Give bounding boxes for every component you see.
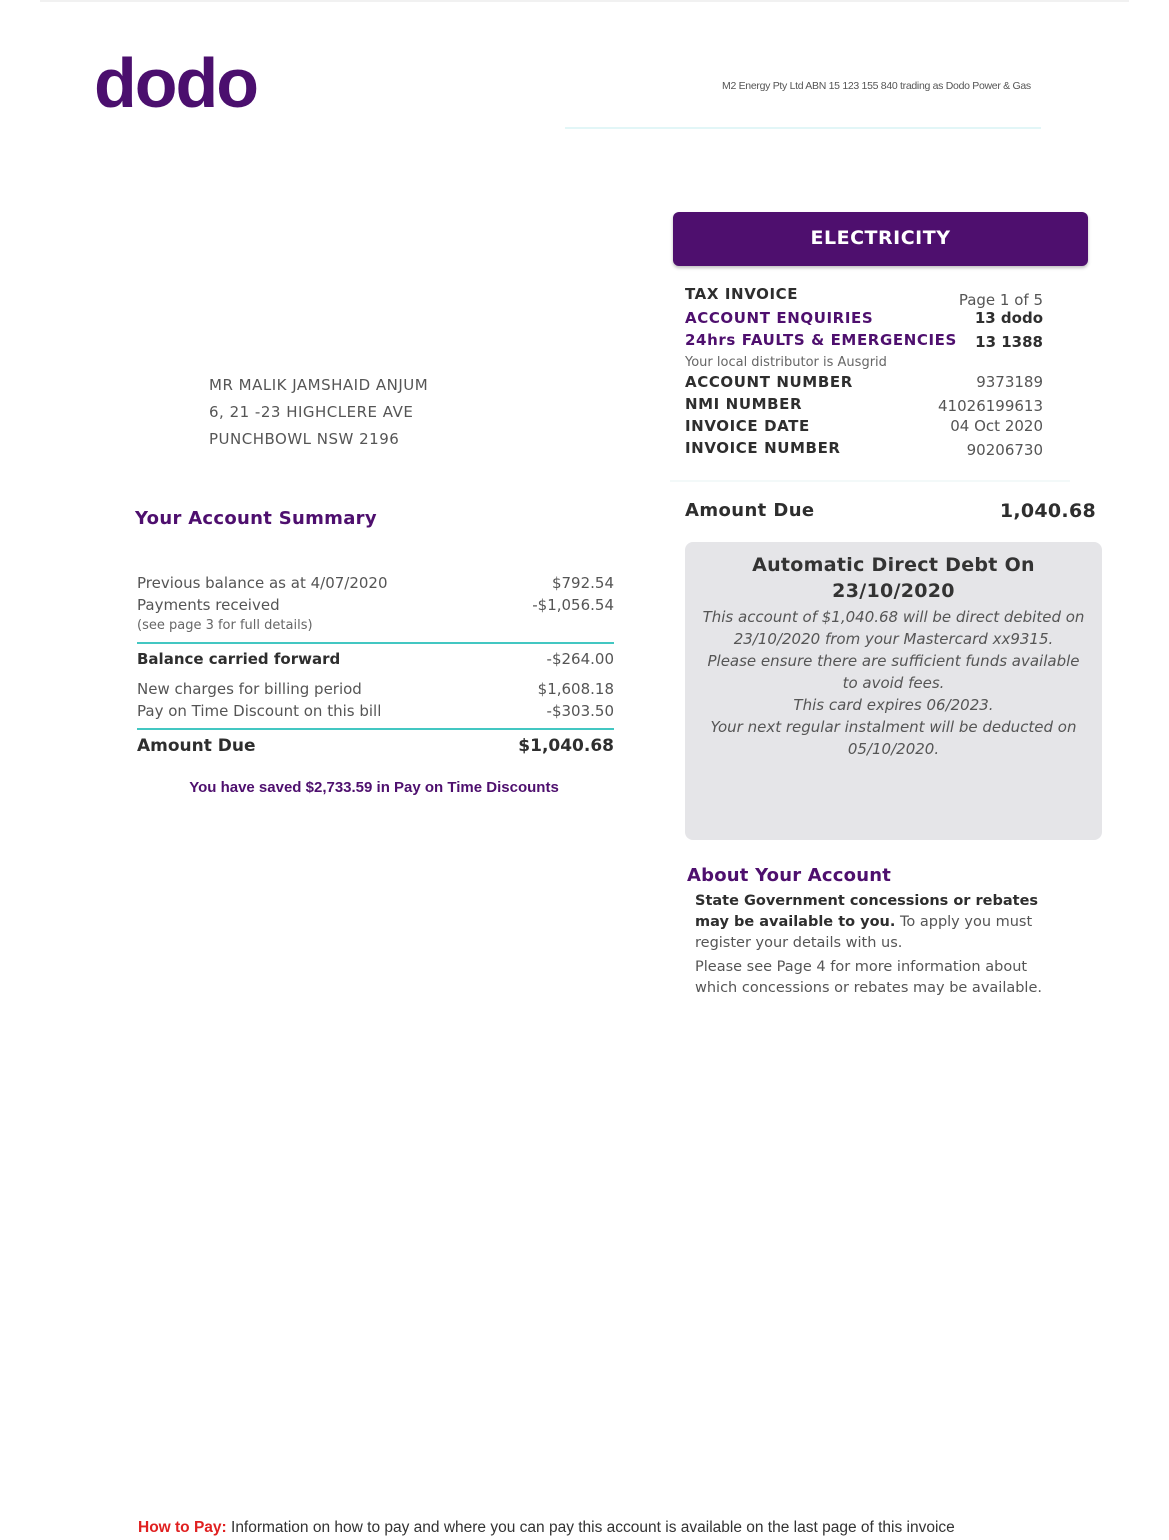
new-charges-value: $1,608.18 xyxy=(537,680,614,698)
amount-due-row xyxy=(685,500,1096,526)
header-divider xyxy=(565,127,1041,129)
concessions-text: To apply you must register your details with us. xyxy=(695,914,1033,951)
how-to-pay-text: Information on how to pay and where you can pay this account is available on the last page of this invoice xyxy=(226,1519,955,1536)
balance-forward-label: Balance carried forward xyxy=(137,650,341,668)
direct-debit-box xyxy=(685,542,1102,840)
invoice-info xyxy=(685,285,1043,461)
concessions-more-info: Please see Page 4 for more information about which concessions or rebates may be available. xyxy=(695,959,1042,996)
direct-debit-line: Your next regular instalment will be deducted on xyxy=(710,718,1077,736)
direct-debit-line: Please ensure there are sufficient funds available xyxy=(707,652,1080,670)
invoice-number-label: INVOICE NUMBER xyxy=(685,439,841,457)
previous-balance-row xyxy=(137,574,614,596)
concessions-bold-text: State Government concessions or rebates may be available to you. xyxy=(695,893,1039,930)
payments-note: (see page 3 for full details) xyxy=(137,618,313,633)
new-charges-label: New charges for billing period xyxy=(137,680,362,698)
discount-value: -$303.50 xyxy=(546,702,614,720)
enquiries-value: 13 dodo xyxy=(974,309,1043,327)
account-number-label: ACCOUNT NUMBER xyxy=(685,373,853,391)
direct-debit-line: to avoid fees. xyxy=(842,674,945,692)
faults-label: 24hrs FAULTS & EMERGENCIES xyxy=(685,331,957,349)
account-summary xyxy=(137,574,614,762)
faults-value: 13 1388 xyxy=(975,333,1043,351)
invoice-number: 90206730 xyxy=(966,441,1043,459)
discount-row xyxy=(137,702,614,724)
customer-name: MR MALIK JAMSHAID ANJUM xyxy=(209,376,429,394)
invoice-date-label: INVOICE DATE xyxy=(685,417,810,435)
balance-forward-row xyxy=(137,650,614,672)
address-line-1: 6, 21 -23 HIGHCLERE AVE xyxy=(209,403,414,421)
nmi-label: NMI NUMBER xyxy=(685,395,803,413)
how-to-pay-label: How to Pay: xyxy=(138,1519,227,1536)
info-divider xyxy=(670,480,1070,482)
tax-invoice-label: TAX INVOICE xyxy=(685,285,799,303)
payments-value: -$1,056.54 xyxy=(532,596,614,614)
previous-balance-value: $792.54 xyxy=(551,574,614,592)
amount-due-value: 1,040.68 xyxy=(999,500,1096,522)
account-number: 9373189 xyxy=(976,373,1043,391)
direct-debit-line: 23/10/2020 from your Mastercard xx9315. xyxy=(733,630,1054,648)
direct-debit-title: Automatic Direct Debt On xyxy=(752,554,1035,576)
payments-label: Payments received xyxy=(137,596,280,614)
direct-debit-line: This card expires 06/2023. xyxy=(793,696,994,714)
product-banner: ELECTRICITY xyxy=(673,212,1088,266)
top-border xyxy=(40,0,1129,2)
dodo-logo: dodo xyxy=(94,44,258,122)
summary-amount-due-row xyxy=(137,736,614,762)
about-account-text xyxy=(695,891,1045,1002)
summary-divider xyxy=(137,728,614,730)
balance-forward-value: -$264.00 xyxy=(546,650,614,668)
summary-amount-due-label: Amount Due xyxy=(137,736,256,756)
about-account-title: About Your Account xyxy=(687,865,892,886)
nmi-number: 41026199613 xyxy=(938,397,1043,415)
distributor-text: Your local distributor is Ausgrid xyxy=(685,355,887,370)
direct-debit-date: 23/10/2020 xyxy=(832,580,955,602)
previous-balance-label: Previous balance as at 4/07/2020 xyxy=(137,574,388,592)
amount-due-label: Amount Due xyxy=(685,500,815,521)
enquiries-label: ACCOUNT ENQUIRIES xyxy=(685,309,874,327)
direct-debit-line: This account of $1,040.68 will be direct debited on xyxy=(702,608,1085,626)
mailing-address xyxy=(209,376,428,457)
summary-amount-due-value: $1,040.68 xyxy=(518,736,614,756)
how-to-pay xyxy=(138,1519,955,1537)
direct-debit-line: 05/10/2020. xyxy=(847,740,940,758)
savings-text: You have saved $2,733.59 in Pay on Time Discounts xyxy=(189,779,559,796)
discount-label: Pay on Time Discount on this bill xyxy=(137,702,382,720)
company-abn: M2 Energy Pty Ltd ABN 15 123 155 840 trading as Dodo Power & Gas xyxy=(722,80,1031,92)
summary-divider xyxy=(137,642,614,644)
payments-row xyxy=(137,596,614,618)
direct-debit-body xyxy=(685,606,1102,760)
page-indicator: Page 1 of 5 xyxy=(958,291,1043,309)
invoice-date: 04 Oct 2020 xyxy=(950,417,1043,435)
address-line-2: PUNCHBOWL NSW 2196 xyxy=(209,430,400,448)
new-charges-row xyxy=(137,680,614,702)
account-summary-title: Your Account Summary xyxy=(135,508,377,529)
